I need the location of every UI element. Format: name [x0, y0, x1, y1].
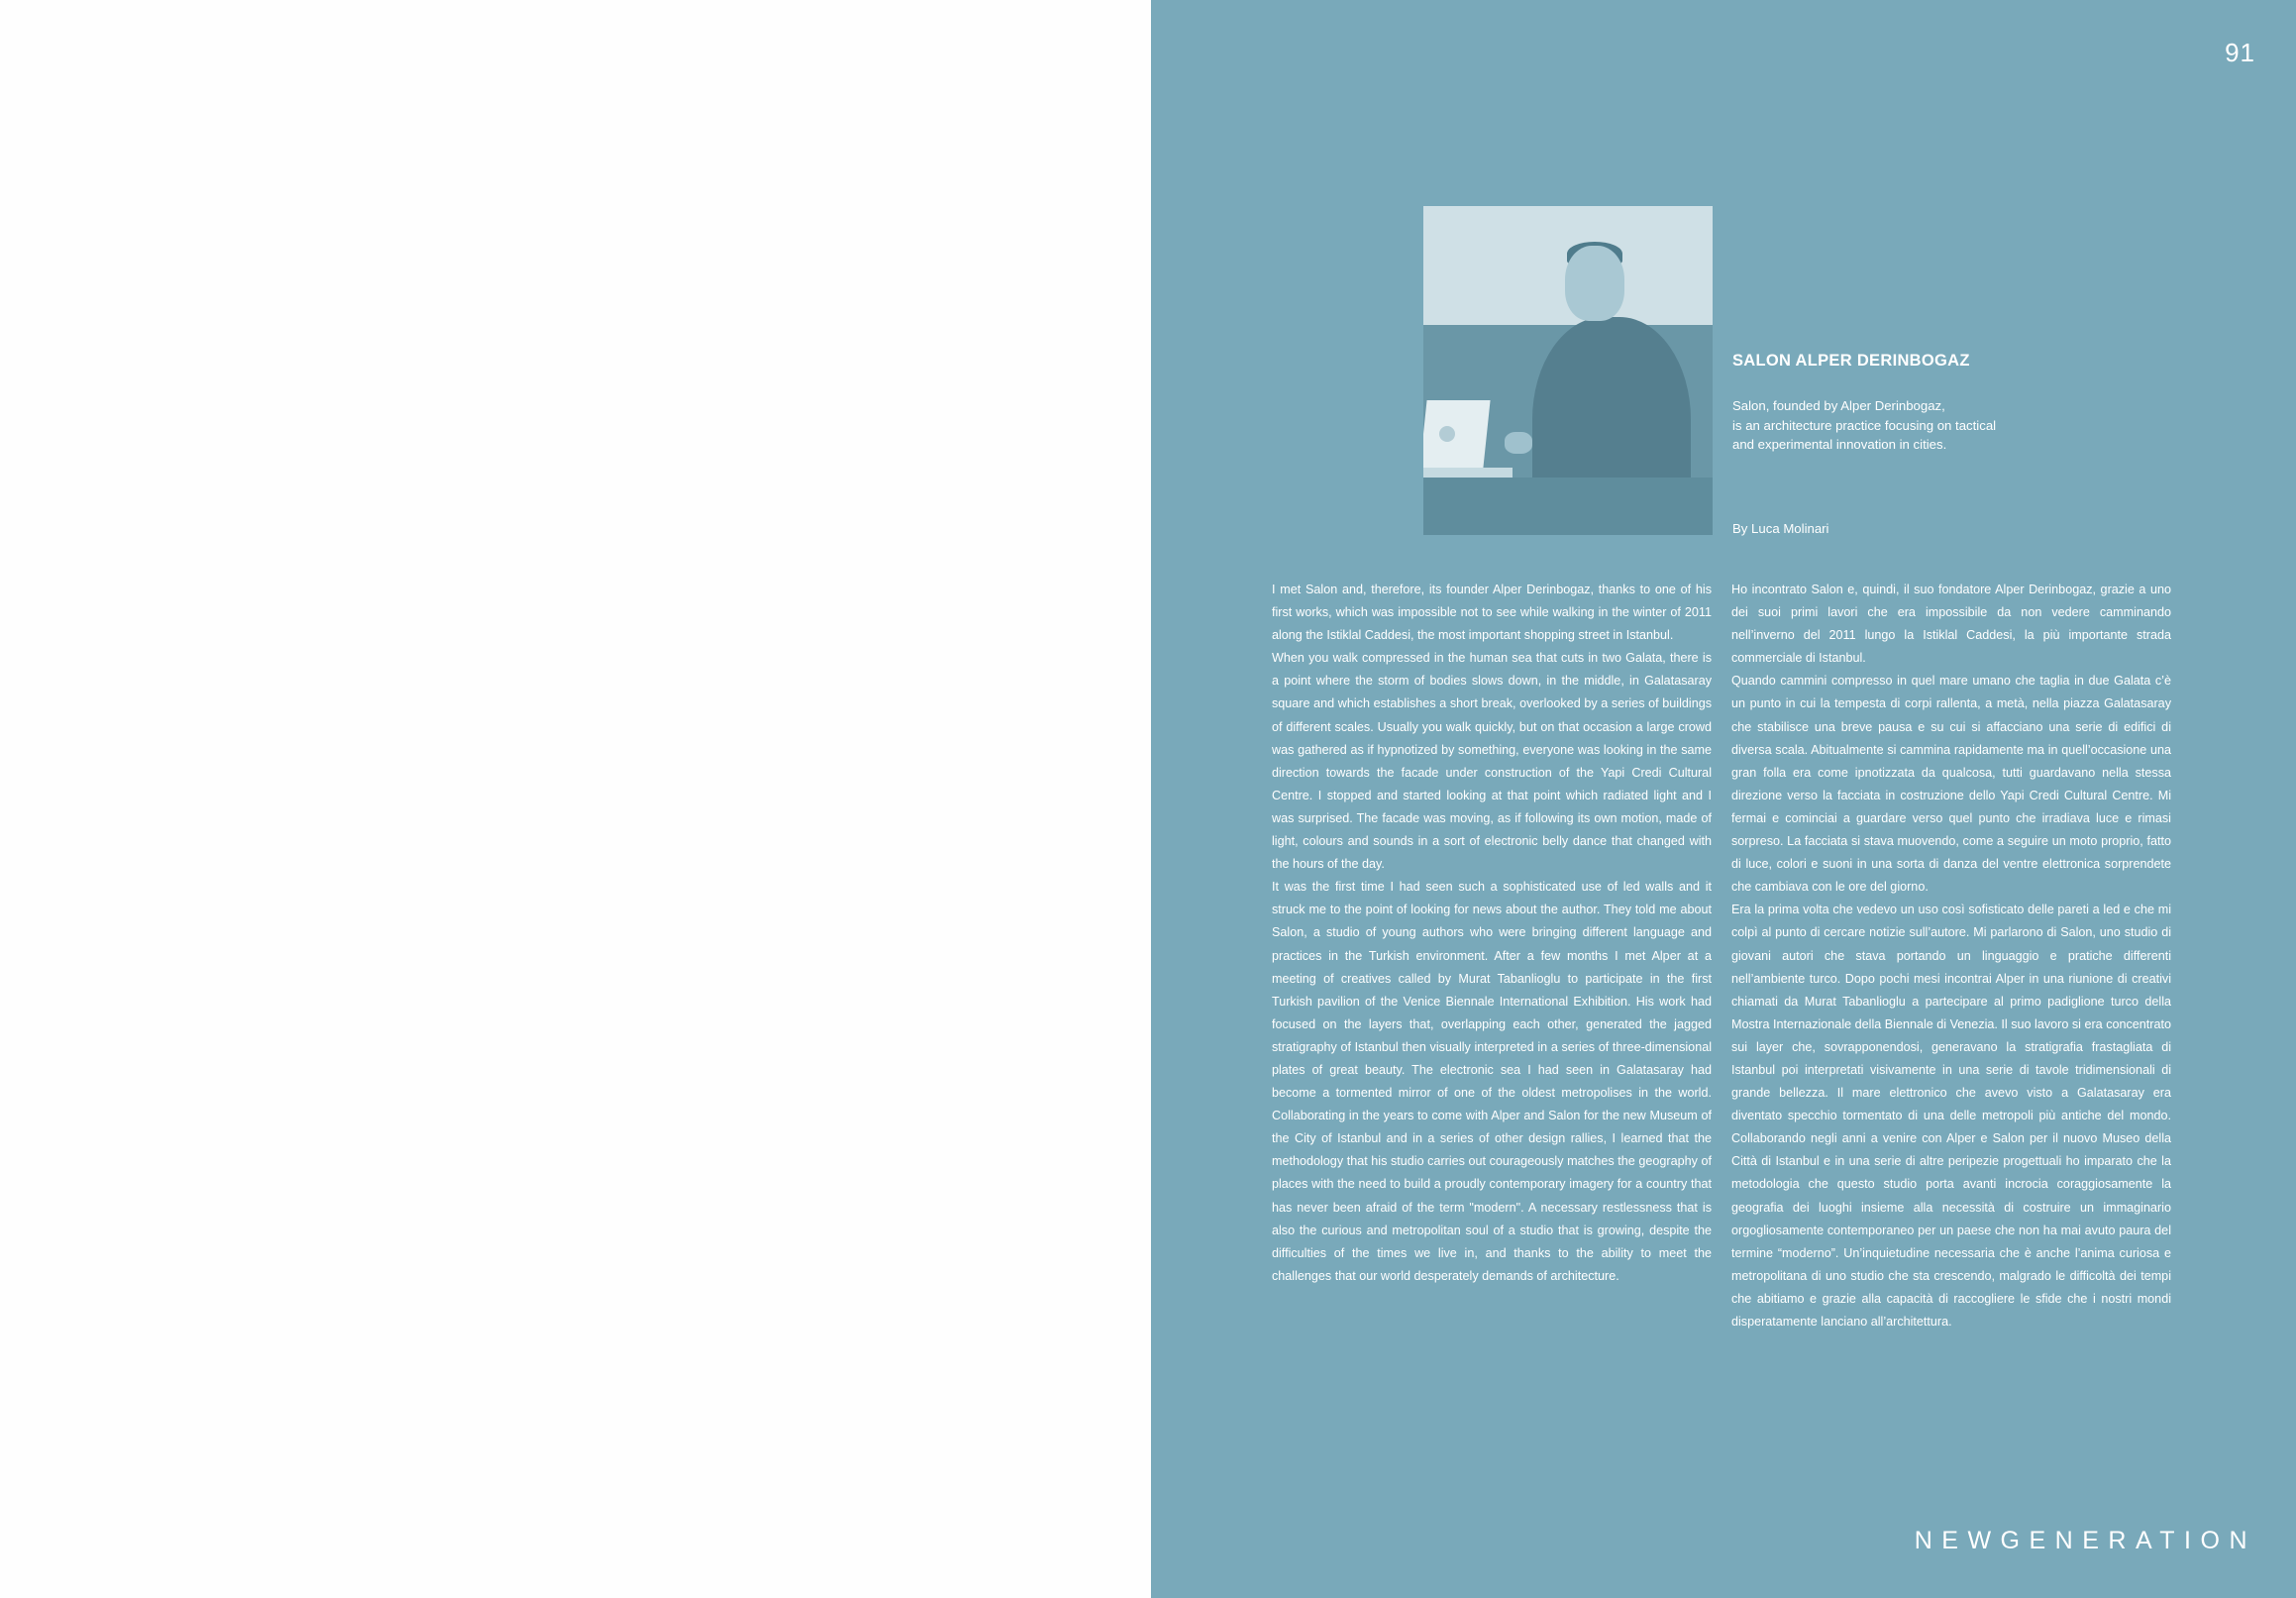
page-number: 91	[2225, 38, 2255, 67]
portrait-photo	[1423, 206, 1713, 535]
intro-line: Salon, founded by Alper Derinbogaz,	[1732, 398, 1945, 413]
english-paragraph: It was the first time I had seen such a sophisticated use of led walls and it struck me to the point of looking for news about the author. They told me about Salon, a studio of young authors who were bringing different language and practices in the Turkish environment. After a few months I met Alper at a meeting of creatives called by Murat Tabanlioglu to participate in the first Turkish pavilion of the Venice Biennale International Exhibition. His work had focused on the layers that, overlapping each other, generated the jagged stratigraphy of Istanbul then visually interpreted in a series of three-dimensional plates of great beauty. The electronic sea I had seen in Galatasaray had become a tormented mirror of one of the oldest metropolises in the world. Collaborating in the years to come with Alper and Salon for the new Museum of the City of Istanbul and in a series of other design rallies, I learned that the methodology that his studio carries out courageously matches the geography of places with the need to build a proudly contemporary imagery for a country that has never been afraid of the term "modern". A necessary restlessness that is also the curious and metropolitan soul of a studio that is growing, despite the difficulties of the times we live in, and thanks to the ability to meet the challenges that our world desperately demands of architecture.	[1272, 880, 1712, 1283]
english-paragraph: When you walk compressed in the human sea that cuts in two Galata, there is a point where the storm of bodies slows down, in the middle, in Galatasaray square and which establishes a short break, overlooked by a series of buildings of different scales. Usually you walk quickly, but on that occasion a large crowd was gathered as if hypnotized by something, everyone was looking in the same direction towards the facade under construction of the Yapi Credi Cultural Centre. I stopped and started looking at that point which radiated light and I was surprised. The facade was moving, as if following its own motion, made of light, colours and sounds in a sort of electronic belly dance that changed with the hours of the day.	[1272, 651, 1712, 872]
italian-paragraph: Era la prima volta che vedevo un uso così sofisticato delle pareti a led e che mi colpì al punto di cercare notizie sull’autore. Mi parlarono di Salon, uno studio di giovani autori che stava portando un linguaggio e pratiche differenti nell’ambiente turco. Dopo pochi mesi incontrai Alper in una riunione di creativi chiamati da Murat Tabanlioglu a partecipare al primo padiglione turco della Mostra Internazionale della Biennale di Venezia. Il suo lavoro si era concentrato sui layer che, sovrapponendosi, generavano la stratigrafia frastagliata di Istanbul poi interpretati visivamente in una serie di tavole tridimensionali di grande bellezza. Il mare elettronico che avevo visto a Galatasaray era diventato specchio tormentato di una delle metropoli più antiche del mondo. Collaborando negli anni a venire con Alper e Salon per il nuovo Museo della Città di Istanbul e in una serie di altre peripezie progettuali ho imparato che la metodologia che questo studio porta avanti incrocia coraggiosamente la geografia dei luoghi insieme alla necessità di costruire un immaginario orgogliosamente contemporaneo per un paese che non ha mai avuto paura del termine “moderno”. Un’inquietudine necessaria che è anche l’anima curiosa e metropolitana di uno studio che sta crescendo, malgrado le difficoltà dei tempi che abitiamo e grazie alla capacità di raccogliere le sfide che i nostri mondi disperatamente lanciano all’architettura.	[1731, 903, 2171, 1329]
english-paragraph: I met Salon and, therefore, its founder Alper Derinbogaz, thanks to one of his first works, which was impossible not to see while walking in the winter of 2011 along the Istiklal Caddesi, the most important shopping street in Istanbul.	[1272, 583, 1712, 643]
right-page	[1151, 0, 2296, 1598]
intro-line: and experimental innovation in cities.	[1732, 437, 1947, 452]
english-text-column	[1272, 579, 1712, 1288]
footer-brand: NEWGENERATION	[1914, 1527, 2256, 1554]
profile-intro	[1732, 396, 2059, 455]
italian-paragraph: Ho incontrato Salon e, quindi, il suo fondatore Alper Derinbogaz, grazie a uno dei suoi primi lavori che era impossibile da non vedere camminando nell’inverno del 2011 lungo la Istiklal Caddesi, la più importante strada commerciale di Istanbul.	[1731, 583, 2171, 666]
laptop-icon	[1423, 400, 1491, 468]
intro-line: is an architecture practice focusing on tactical	[1732, 417, 1997, 433]
byline: By Luca Molinari	[1732, 521, 1829, 536]
italian-text-column	[1731, 579, 2171, 1333]
profile-title: SALON ALPER DERINBOGAZ	[1732, 352, 1970, 370]
italian-paragraph: Quando cammini compresso in quel mare umano che taglia in due Galata c’è un punto in cui la tempesta di corpi rallenta, a metà, nella piazza Galatasaray che stabilisce una breve pausa e su cui si affacciano una serie di edifici di diversa scala. Abitualmente si cammina rapidamente ma in quell’occasione una gran folla era come ipnotizzata da qualcosa, tutti guardavano nella stessa direzione verso la facciata in costruzione dello Yapi Credi Cultural Centre. Mi fermai e cominciai a guardare verso quel punto che irradiava luce e rimasi sorpreso. La facciata si stava muovendo, come a seguire un moto proprio, fatto di luce, colori e suoni in una sorta di danza del ventre elettronica sorprendete che cambiava con le ore del giorno.	[1731, 674, 2171, 895]
